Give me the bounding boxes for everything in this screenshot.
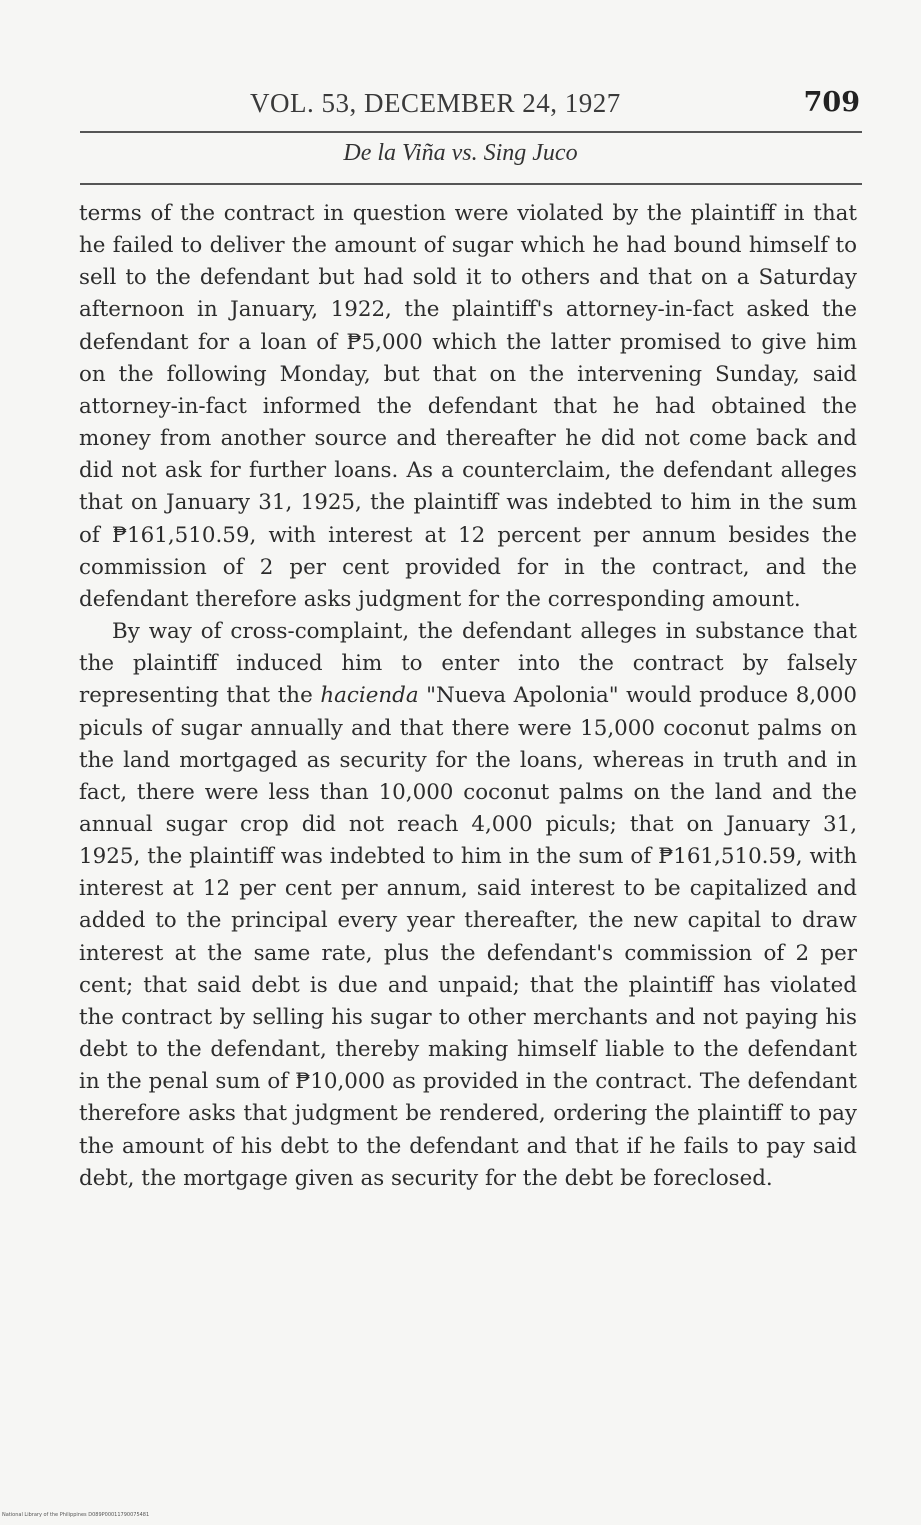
top-divider — [80, 131, 862, 133]
running-head — [80, 88, 860, 128]
paragraph-1: terms of the contract in question were violated by the plaintiff in that he failed to deliver the amount of sugar which he had bound himself to sell to the defendant but had sold it to others and that on a Saturday afternoon in January, 1922, the plaintiff's attorney-in-fact asked the defendant for a loan of ₱5,000 which the latter promised to give him on the following Monday, but that on the intervening Sunday, said attorney-in-fact informed the defendant that he had obtained the money from another source and thereafter he did not come back and did not ask for further loans. As a counterclaim, the defendant alleges that on January 31, 1925, the plaintiff was indebted to him in the sum of ₱161,510.59, with interest at 12 percent per annum besides the commission of 2 per cent provided for in the contract, and the defendant therefore asks judgment for the corresponding amount. — [79, 201, 857, 612]
bottom-divider — [80, 183, 862, 185]
page-number: 709 — [803, 87, 860, 118]
paragraph-2-text-a: By way of cross-complaint, the defendant alleges in substance that the plaintiff induced him to enter into the contract by falsely representing that the — [79, 619, 857, 709]
case-title: De la Viña vs. Sing Juco — [343, 140, 578, 166]
volume-date-line: VOL. 53, DECEMBER 24, 1927 — [250, 88, 621, 118]
library-source-mark: National Library of the Philippines D089P00011790075481 — [2, 1512, 150, 1518]
paragraph-2 — [79, 616, 857, 1195]
italic-term-hacienda: hacienda — [320, 683, 419, 709]
paragraph-2-text-b: "Nueva Apolonia" would produce 8,000 piculs of sugar annually and that there were 15,000 coconut palms on the land mortgaged as security for the loans, whereas in truth and in fact, there were less than 10,000 coconut palms on the land and the annual sugar crop did not reach 4,000 piculs; that on January 31, 1925, the plaintiff was indebted to him in the sum of ₱161,510.59, with interest at 12 per cent per annum, said interest to be capitalized and added to the principal every year thereafter, the new capital to draw interest at the same rate, plus the defendant's commission of 2 per cent; that said debt is due and unpaid; that the plaintiff has violated the contract by selling his sugar to other merchants and not paying his debt to the defendant, thereby making himself liable to the defendant in the penal sum of ₱10,000 as provided in the contract. The defendant therefore asks that judgment be rendered, ordering the plaintiff to pay the amount of his debt to the defendant and that if he fails to pay said debt, the mortgage given as security for the debt be foreclosed. — [79, 683, 857, 1191]
body-text — [79, 198, 857, 1195]
